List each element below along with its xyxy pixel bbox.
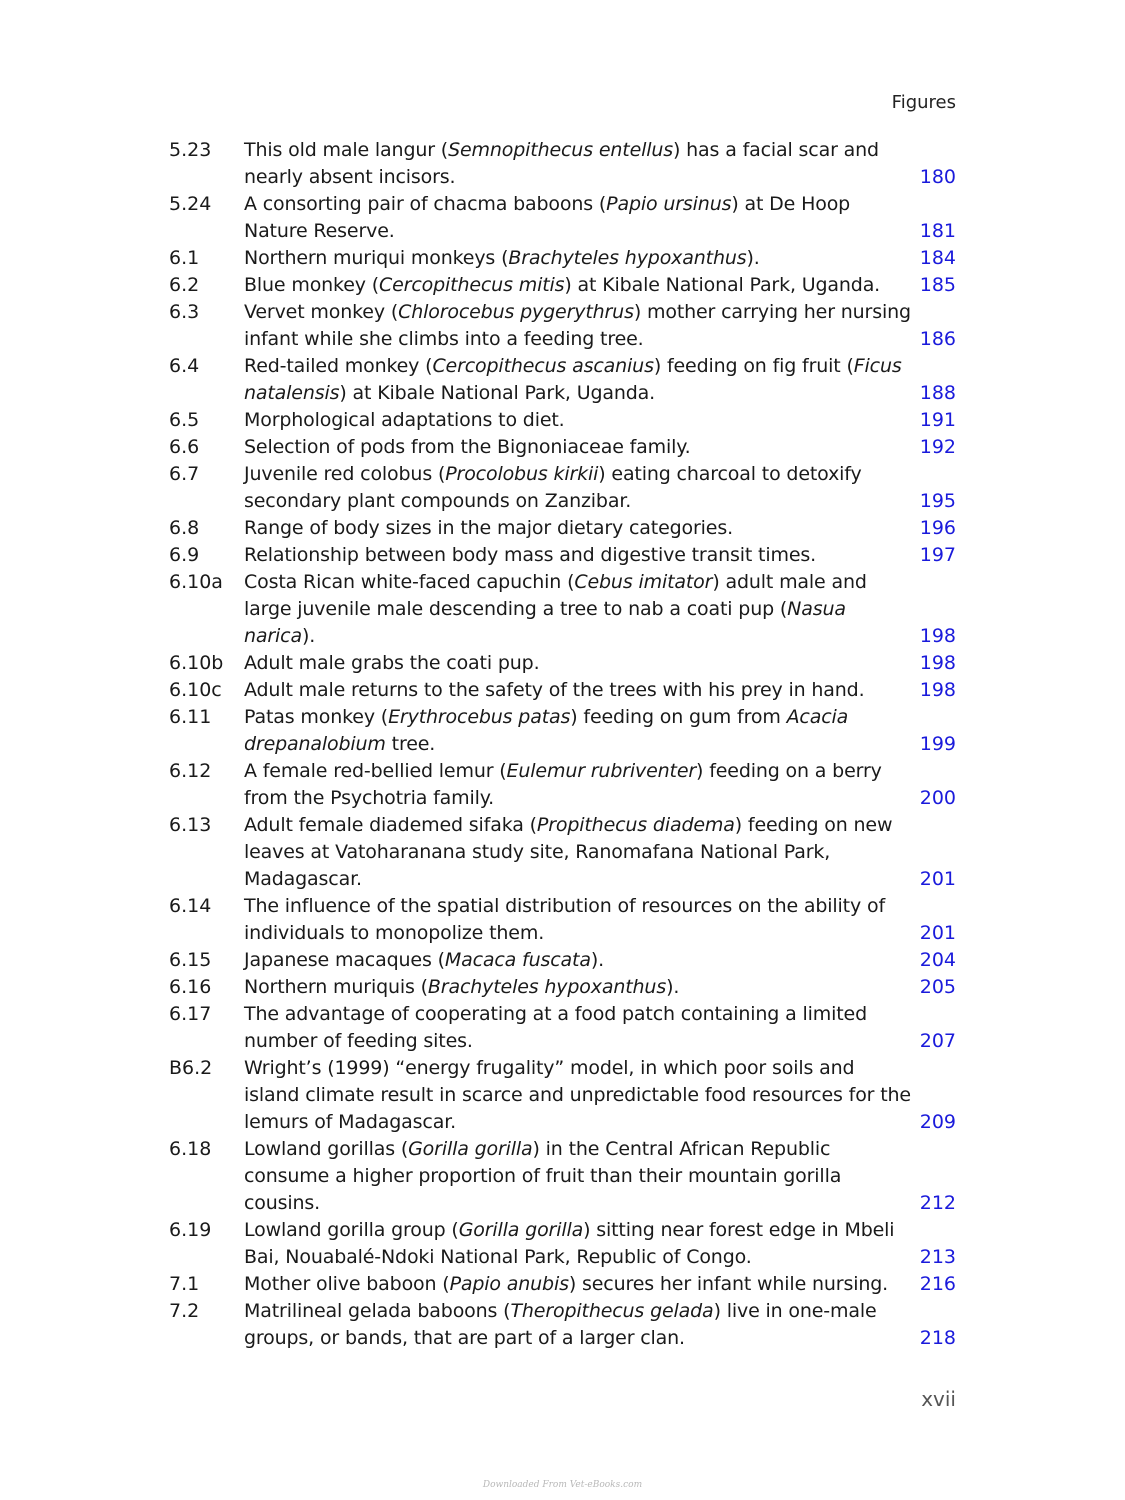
figure-entry [169,1055,956,1136]
figure-entry [169,1136,956,1217]
figure-caption [244,1055,911,1136]
species-name: Papio anubis [449,1273,569,1295]
figure-number: 6.10c [169,679,222,701]
figure-entry [169,1217,956,1271]
figure-caption [244,704,911,758]
figure-entry [169,947,956,974]
caption-text: ). [590,949,604,971]
caption-text: Lowland gorillas ( [244,1138,409,1160]
page-link[interactable]: 216 [919,1273,956,1295]
caption-text: ) in the Central African Republic consume a higher proportion of fruit than their mountain gorilla cousins. [244,1138,842,1214]
caption-text: Costa Rican white-faced capuchin ( [244,571,575,593]
figure-number: 7.1 [169,1273,200,1295]
page-link[interactable]: 213 [919,1246,956,1268]
figure-number: 7.2 [169,1300,200,1322]
figure-number: 6.12 [169,760,212,782]
figure-caption [244,461,911,515]
figure-entry [169,893,956,947]
caption-text: A female red-bellied lemur ( [244,760,507,782]
figure-number: 6.1 [169,247,200,269]
download-watermark: Downloaded From Vet-eBooks.com [482,1480,643,1490]
figure-number: 6.16 [169,976,212,998]
figure-entry [169,1298,956,1352]
caption-text: This old male langur ( [244,139,449,161]
species-name: Erythrocebus patas [388,706,571,728]
page-link[interactable]: 200 [919,787,956,809]
page-link[interactable]: 198 [919,652,956,674]
caption-text: Relationship between body mass and digestive transit times. [244,544,816,566]
caption-text: ) feeding on new leaves at Vatoharanana study site, Ranomafana National Park, Madagascar. [244,814,893,890]
figure-number: 6.8 [169,517,200,539]
figure-caption [244,1136,911,1217]
caption-text: ). [301,625,316,647]
figure-number: 6.19 [169,1219,212,1241]
figure-caption [244,974,911,1001]
page-link[interactable]: 186 [919,328,956,350]
figure-number: 6.10b [169,652,224,674]
figure-entry [169,677,956,704]
page-link[interactable]: 185 [919,274,956,296]
caption-text: The influence of the spatial distribution of resources on the ability of individuals to monopolize them. [244,895,885,944]
caption-text: Adult female diademed sifaka ( [244,814,537,836]
page-link[interactable]: 197 [919,544,956,566]
caption-text: Wright’s (1999) “energy frugality” model, in which poor soils and island climate result in scarce and unpredictable food resources for the lemurs of Madagascar. [244,1057,911,1133]
page-link[interactable]: 198 [919,625,956,647]
figure-number: 5.23 [169,139,212,161]
figure-entry [169,569,956,650]
caption-text: Adult male grabs the coati pup. [244,652,540,674]
caption-text: ) at Kibale National Park, Uganda. [564,274,881,296]
page-link[interactable]: 207 [919,1030,956,1052]
list-of-figures [169,137,956,1352]
figure-number: 6.7 [169,463,200,485]
caption-text: Northern muriquis ( [244,976,428,998]
species-name: Brachyteles hypoxanthus [427,976,667,998]
figure-number: B6.2 [169,1057,213,1079]
caption-text: ) at Kibale National Park, Uganda. [339,382,656,404]
species-name: Macaca fuscata [444,949,591,971]
figure-caption [244,1271,911,1298]
figure-caption [244,569,911,650]
figure-entry [169,299,956,353]
figure-number: 6.3 [169,301,200,323]
page-link[interactable]: 205 [919,976,956,998]
figure-caption [244,272,911,299]
page-link[interactable]: 188 [919,382,956,404]
page-link[interactable]: 201 [919,922,956,944]
caption-text: ) feeding on a berry from the Psychotria family. [244,760,882,809]
figure-entry [169,191,956,245]
figure-entry [169,407,956,434]
figure-number: 6.5 [169,409,200,431]
figure-entry [169,434,956,461]
figure-entry [169,650,956,677]
figure-entry [169,353,956,407]
figure-entry [169,542,956,569]
species-name: Eulemur rubriventer [506,760,697,782]
figure-caption [244,434,911,461]
caption-text: ) feeding on gum from [570,706,787,728]
caption-text: ) has a facial scar and nearly absent incisors. [244,139,879,188]
figure-entry [169,1001,956,1055]
caption-text: A consorting pair of chacma baboons ( [244,193,607,215]
page-link[interactable]: 180 [919,166,956,188]
caption-text: ) adult male and large juvenile male descending a tree to nab a coati pup ( [244,571,867,620]
caption-text: ) at De Hoop Nature Reserve. [244,193,851,242]
figure-entry [169,515,956,542]
running-header: Figures [891,92,956,113]
figure-number: 6.2 [169,274,200,296]
caption-text: Vervet monkey ( [244,301,399,323]
caption-text: Adult male returns to the safety of the trees with his prey in hand. [244,679,865,701]
page-link[interactable]: 218 [919,1327,956,1349]
caption-text: Matrilineal gelada baboons ( [244,1300,511,1322]
caption-text: Patas monkey ( [244,706,389,728]
figure-number: 5.24 [169,193,212,215]
caption-text: The advantage of cooperating at a food patch containing a limited number of feeding sites. [244,1003,867,1052]
page-link[interactable]: 199 [919,733,956,755]
figure-entry [169,812,956,893]
species-name: Cercopithecus ascanius [432,355,654,377]
caption-text: ) secures her infant while nursing. [568,1273,889,1295]
caption-text: Blue monkey ( [244,274,380,296]
figure-number: 6.15 [169,949,212,971]
species-name: Cebus imitator [574,571,713,593]
figure-caption [244,299,911,353]
caption-text: ) eating charcoal to detoxify secondary plant compounds on Zanzibar. [244,463,862,512]
page-link[interactable]: 192 [919,436,956,458]
figure-entry [169,1271,956,1298]
page-link[interactable]: 209 [919,1111,956,1133]
species-name: Procolobus kirkii [445,463,599,485]
caption-text: Mother olive baboon ( [244,1273,450,1295]
figure-entry [169,461,956,515]
caption-text: ) feeding on fig fruit ( [653,355,854,377]
species-name: Ficus natalensis [244,355,902,404]
figure-number: 6.10a [169,571,223,593]
species-name: Theropithecus gelada [510,1300,714,1322]
figure-number: 6.4 [169,355,200,377]
figure-number: 6.17 [169,1003,212,1025]
species-name: Acacia drepanalobium [244,706,849,755]
figure-caption [244,245,911,272]
page-link[interactable]: 204 [919,949,956,971]
figure-caption [244,893,911,947]
species-name: Papio ursinus [606,193,732,215]
figure-number: 6.13 [169,814,212,836]
caption-text: Lowland gorilla group ( [244,1219,459,1241]
figure-caption [244,407,911,434]
figure-caption [244,542,911,569]
caption-text: ). [746,247,760,269]
caption-text: ) sitting near forest edge in Mbeli Bai, Nouabalé-Ndoki National Park, Republic of Congo. [244,1219,895,1268]
species-name: Chlorocebus pygerythrus [398,301,634,323]
caption-text: Morphological adaptations to diet. [244,409,565,431]
page-link[interactable]: 184 [919,247,956,269]
figure-caption [244,812,911,893]
page-link[interactable]: 198 [919,679,956,701]
page-link[interactable]: 196 [919,517,956,539]
figure-caption [244,353,911,407]
caption-text: ) mother carrying her nursing infant while she climbs into a feeding tree. [244,301,911,350]
page-link[interactable]: 195 [919,490,956,512]
figure-entry [169,704,956,758]
species-name: Nasua narica [244,598,846,647]
figure-number: 6.9 [169,544,200,566]
page-link[interactable]: 212 [919,1192,956,1214]
figure-number: 6.14 [169,895,212,917]
figure-caption [244,515,911,542]
caption-text: Northern muriqui monkeys ( [244,247,509,269]
caption-text: ) live in one-male groups, or bands, that are part of a larger clan. [244,1300,877,1349]
figure-caption [244,677,911,704]
figure-caption [244,1217,911,1271]
page-link[interactable]: 191 [919,409,956,431]
caption-text: Range of body sizes in the major dietary categories. [244,517,733,539]
figure-entry [169,137,956,191]
figure-caption [244,137,911,191]
species-name: Gorilla gorilla [408,1138,533,1160]
page-number: xvii [921,1387,956,1411]
species-name: Propithecus diadema [536,814,735,836]
figure-number: 6.18 [169,1138,212,1160]
caption-text: tree. [385,733,436,755]
figure-entry [169,974,956,1001]
page-link[interactable]: 181 [919,220,956,242]
species-name: Semnopithecus entellus [448,139,674,161]
figure-caption [244,1298,911,1352]
page-link[interactable]: 201 [919,868,956,890]
figure-caption [244,1001,911,1055]
figure-number: 6.6 [169,436,200,458]
caption-text: Juvenile red colobus ( [244,463,446,485]
species-name: Gorilla gorilla [458,1219,584,1241]
figure-entry [169,758,956,812]
figure-entry [169,245,956,272]
species-name: Cercopithecus mitis [379,274,565,296]
caption-text: ). [666,976,680,998]
figure-number: 6.11 [169,706,212,728]
figure-caption [244,947,911,974]
figure-caption [244,650,911,677]
figure-entry [169,272,956,299]
caption-text: Red-tailed monkey ( [244,355,433,377]
caption-text: Selection of pods from the Bignoniaceae family. [244,436,691,458]
figure-caption [244,758,911,812]
caption-text: Japanese macaques ( [244,949,445,971]
species-name: Brachyteles hypoxanthus [508,247,747,269]
figure-caption [244,191,911,245]
